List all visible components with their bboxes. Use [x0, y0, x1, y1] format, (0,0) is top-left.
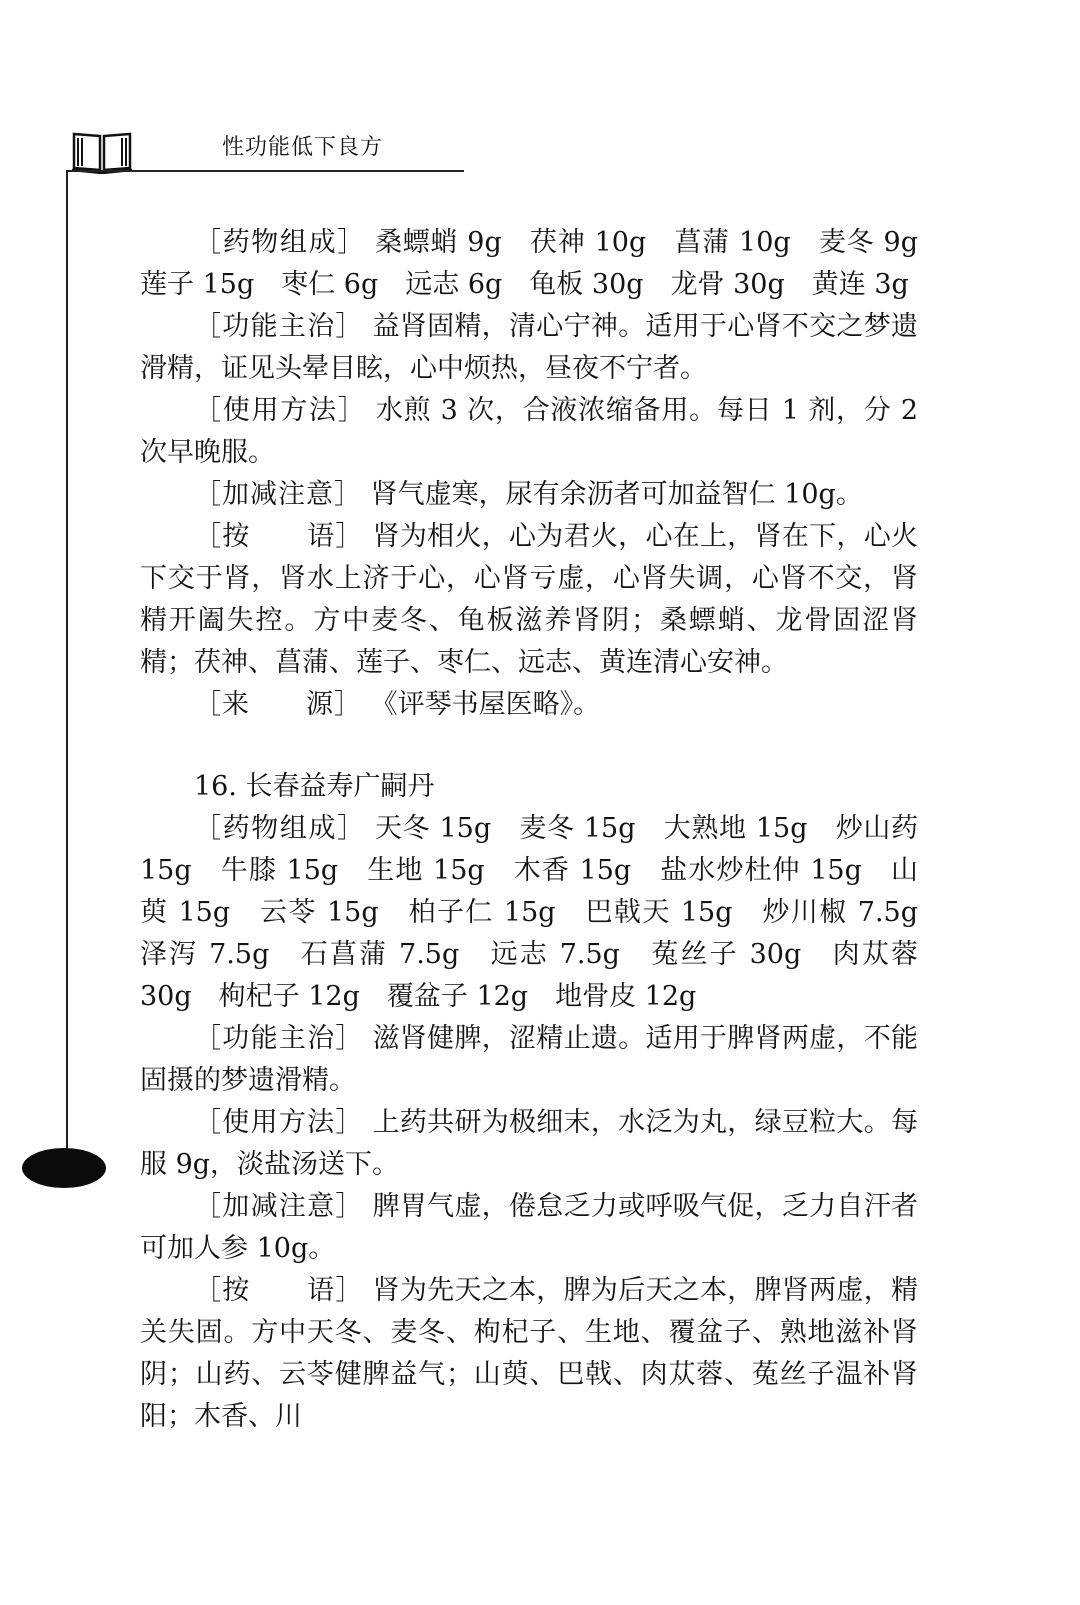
- ingredients-text: 天冬 15g 麦冬 15g 大熟地 15g 炒山药 15g 牛膝 15g 生地 15g 木香 15g 盐水炒杜仲 15g 山萸 15g 云苓 15g 柏子仁 15g 巴戟天 15g 炒川椒 7.5g 泽泻 7.5g 石菖蒲 7.5g 远志 7.5g 菟丝子 30g 肉苁蓉 30g 枸杞子 12g 覆盆子 12g 地骨皮 12g: [140, 813, 945, 1012]
- usage-label: ［使用方法］: [194, 395, 367, 426]
- note-paragraph: [140, 1270, 918, 1438]
- modification-label: ［加减注意］: [194, 1191, 364, 1222]
- section-gap: [140, 726, 918, 766]
- source-paragraph: [140, 684, 918, 726]
- function-label: ［功能主治］: [194, 311, 364, 342]
- modification-text: 脾胃气虚，倦怠乏力或呼吸气促，乏力自汗者可加人参 10g。: [140, 1191, 919, 1264]
- function-label: ［功能主治］: [194, 1023, 364, 1054]
- modification-text: 肾气虚寒，尿有余沥者可加益智仁 10g。: [370, 479, 863, 510]
- function-text: 益肾固精，清心宁神。适用于心肾不交之梦遗滑精，证见头晕目眩，心中烦热，昼夜不宁者。: [140, 311, 919, 384]
- running-header-title: 性功能低下良方: [222, 135, 384, 160]
- function-paragraph: [140, 1018, 918, 1102]
- note-label: ［按 语］: [194, 1275, 364, 1306]
- margin-line: [66, 170, 68, 1160]
- ingredients-paragraph: [140, 222, 945, 306]
- ingredients-label: ［药物组成］: [194, 813, 366, 844]
- ingredients-label: ［药物组成］: [194, 227, 366, 258]
- modification-paragraph: [140, 474, 918, 516]
- usage-paragraph: [140, 390, 918, 474]
- modification-label: ［加减注意］: [194, 479, 362, 510]
- source-text: 《评琴书屋医略》。: [370, 689, 601, 720]
- ingredients-paragraph: [140, 808, 945, 1018]
- usage-text: 上药共研为极细末，水泛为丸，绿豆粒大。每服 9g，淡盐汤送下。: [140, 1107, 919, 1180]
- modification-paragraph: [140, 1186, 918, 1270]
- note-text: 肾为先天之本，脾为后天之本，脾肾两虚，精关失固。方中天冬、麦冬、枸杞子、生地、覆盆子、熟地滋补肾阴；山药、云苓健脾益气；山萸、巴戟、肉苁蓉、菟丝子温补肾阳；木香、川: [140, 1275, 919, 1432]
- header-rule: [66, 170, 464, 172]
- source-label: ［来 源］: [194, 689, 362, 720]
- ingredients-text: 桑螵蛸 9g 茯神 10g 菖蒲 10g 麦冬 9g 莲子 15g 枣仁 6g 远志 6g 龟板 30g 龙骨 30g 黄连 3g: [140, 227, 945, 300]
- open-book-icon: [70, 128, 134, 174]
- margin-tab-marker: [22, 1148, 106, 1188]
- usage-text: 水煎 3 次，合液浓缩备用。每日 1 剂，分 2 次早晚服。: [140, 395, 919, 468]
- page-body: [140, 222, 945, 1438]
- note-paragraph: [140, 516, 918, 684]
- usage-paragraph: [140, 1102, 918, 1186]
- note-label: ［按 语］: [194, 521, 364, 552]
- usage-label: ［使用方法］: [194, 1107, 364, 1138]
- function-text: 滋肾健脾，涩精止遗。适用于脾肾两虚，不能固摄的梦遗滑精。: [140, 1023, 919, 1096]
- note-text: 肾为相火，心为君火，心在上，肾在下，心火下交于肾，肾水上济于心，心肾亏虚，心肾失调，心肾不交，肾精开阖失控。方中麦冬、龟板滋养肾阴；桑螵蛸、龙骨固涩肾精；茯神、菖蒲、莲子、枣仁、远志、黄连清心安神。: [140, 521, 919, 678]
- function-paragraph: [140, 306, 918, 390]
- section-title: 16. 长春益寿广嗣丹: [194, 771, 435, 802]
